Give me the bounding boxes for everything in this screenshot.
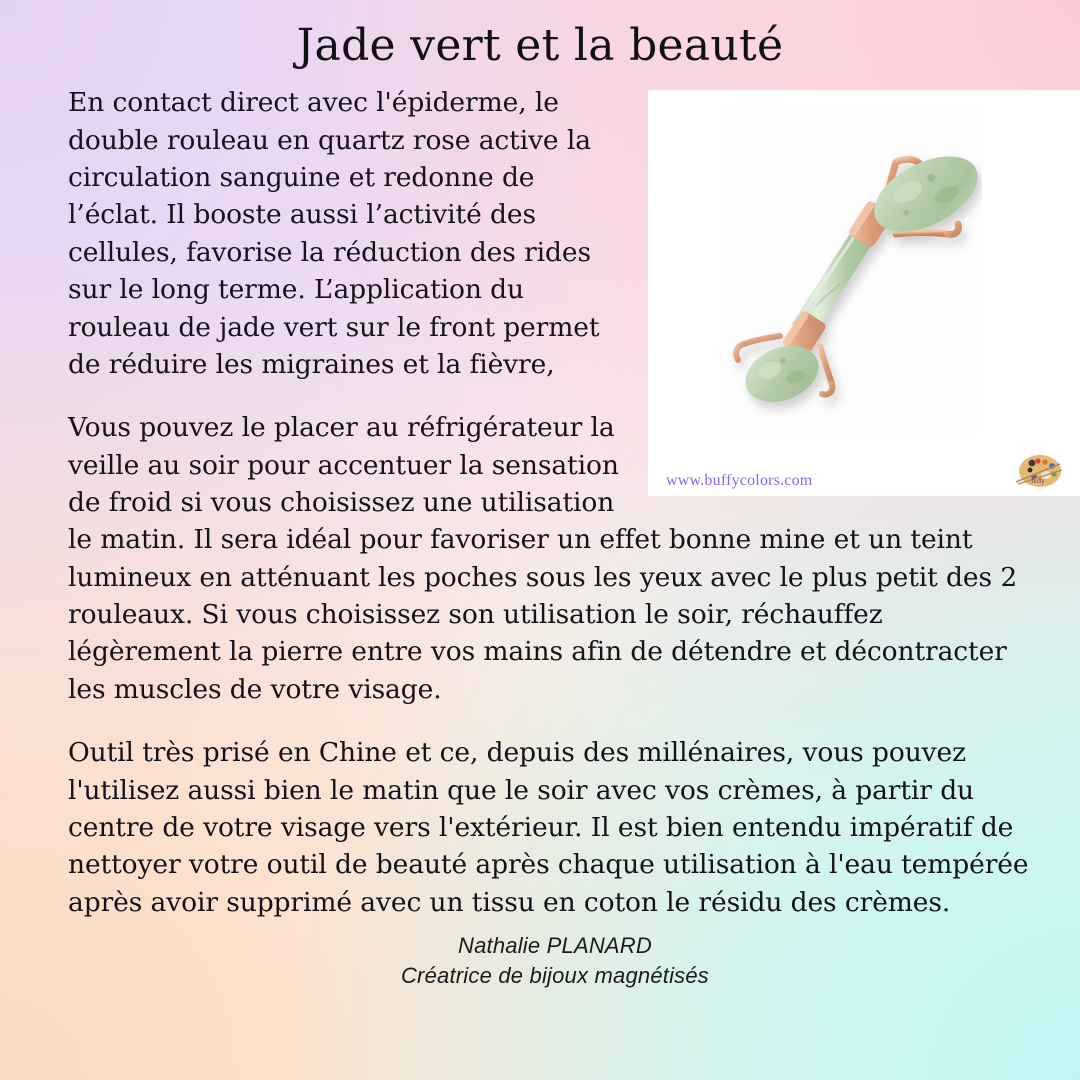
author-role: Créatrice de bijoux magnétisés [400,962,710,988]
jade-roller-illustration [720,106,982,436]
paint-palette-logo [1012,450,1064,492]
paragraph-1: En contact direct avec l'épiderme, le double rouleau en quartz rose active la circulation sanguine et redonne de l’éclat. Il booste aussi l’activité des cellules, favorise la réduction des rides sur le long terme. L’application du rouleau de jade vert sur le front permet de réduire les migraines et la fièvre, [68,87,600,380]
paragraph-2: Vous pouvez le placer au réfrigérateur la veille au soir pour accentuer la sensation de froid si vous choisissez une utilisation le matin. Il sera idéal pour favoriser un effet bonne mine et un teint lumineux en atténuant les poches sous les yeux avec le plus petit des 2 rouleaux. Si vous choisissez son utilisation le soir, réchauffez légèrement la pierre entre vos mains afin de détendre et décontracter les muscles de votre visage. [68,412,1018,705]
article-body [0,70,1080,990]
photo-watermark-caption: www.buffycolors.com [666,472,813,490]
product-image-card [648,90,1080,496]
page-title: Jade vert et la beauté [296,20,784,71]
svg-text:buffy: buffy [1031,479,1045,486]
signature-block [68,927,1042,990]
paragraph-3: Outil très prisé en Chine et ce, depuis des millénaires, vous pouvez l'utilisez aussi bien le matin que le soir avec vos crèmes, à partir du centre de votre visage vers l'extérieur. Il est bien entendu impératif de nettoyer votre outil de beauté après chaque utilisation à l'eau tempérée après avoir supprimé avec un tissu en coton le résidu des crèmes. [68,737,1029,918]
jade-roller-photo [720,106,982,436]
author-name: Nathalie PLANARD [458,932,652,958]
